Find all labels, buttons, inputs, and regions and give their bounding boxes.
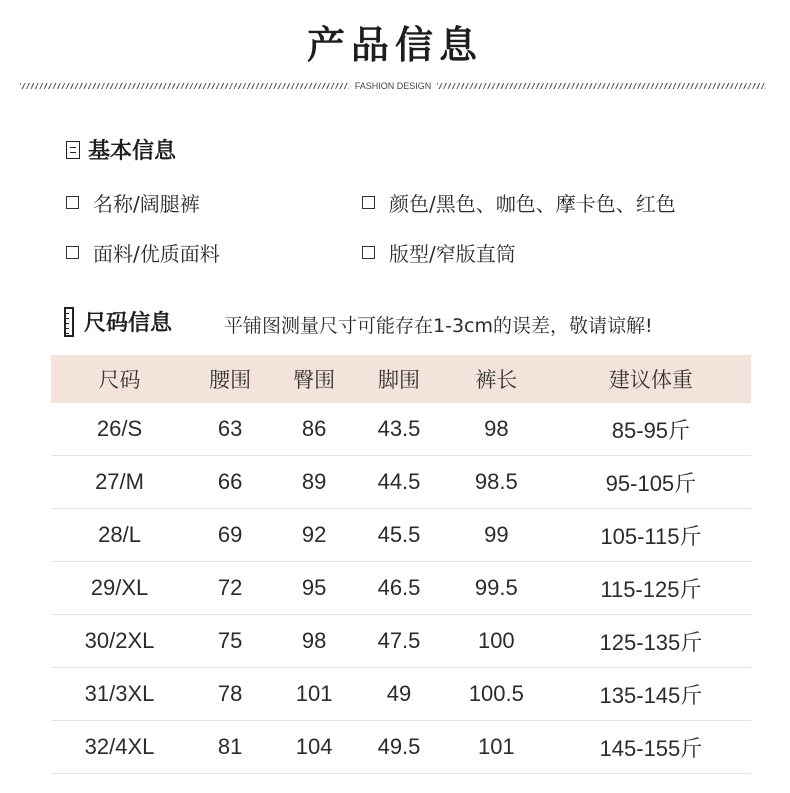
table-cell: 49 — [356, 668, 442, 721]
divider-hatch-right — [437, 83, 766, 89]
info-item-label: 面料/优质面料 — [93, 242, 220, 266]
table-header-row — [51, 355, 751, 403]
table-cell: 49.5 — [356, 721, 442, 774]
checkbox-icon — [66, 196, 79, 209]
info-item-label: 名称/阔腿裤 — [93, 192, 200, 216]
table-cell: 92 — [272, 509, 356, 562]
table-cell: 69 — [188, 509, 272, 562]
table-row — [51, 668, 751, 721]
table-cell: 32/4XL — [51, 721, 188, 774]
table-cell: 43.5 — [356, 403, 442, 456]
table-cell: 26/S — [51, 403, 188, 456]
column-header: 臀围 — [272, 355, 356, 403]
info-item-label: 颜色/黑色、咖色、摩卡色、红色 — [389, 192, 676, 216]
checkbox-icon — [362, 246, 375, 259]
table-row — [51, 456, 751, 509]
table-cell: 30/2XL — [51, 615, 188, 668]
table-cell: 44.5 — [356, 456, 442, 509]
table-cell: 99 — [442, 509, 551, 562]
table-row — [51, 721, 751, 774]
table-cell: 99.5 — [442, 562, 551, 615]
table-cell: 95-105斤 — [551, 456, 751, 509]
table-cell: 63 — [188, 403, 272, 456]
column-header: 建议体重 — [551, 355, 751, 403]
table-cell: 85-95斤 — [551, 403, 751, 456]
checkbox-icon — [66, 246, 79, 259]
info-item-color — [362, 188, 676, 217]
measurement-note: 平铺图测量尺寸可能存在1-3cm的误差，敬请谅解! — [224, 315, 653, 337]
basic-info-title: 基本信息 — [88, 139, 177, 164]
divider-label: FASHION DESIGN — [354, 81, 432, 91]
table-cell: 86 — [272, 403, 356, 456]
table-cell: 66 — [188, 456, 272, 509]
table-cell: 29/XL — [51, 562, 188, 615]
table-cell: 125-135斤 — [551, 615, 751, 668]
table-cell: 98 — [272, 615, 356, 668]
table-cell: 135-145斤 — [551, 668, 751, 721]
table-row — [51, 509, 751, 562]
info-item-fit — [362, 238, 516, 267]
size-info-title: 尺码信息 — [84, 311, 173, 336]
table-cell: 98 — [442, 403, 551, 456]
table-cell: 28/L — [51, 509, 188, 562]
basic-info-heading — [66, 134, 176, 165]
info-item-fabric — [66, 238, 220, 267]
table-cell: 101 — [272, 668, 356, 721]
table-cell: 27/M — [51, 456, 188, 509]
column-header: 腰围 — [188, 355, 272, 403]
table-cell: 81 — [188, 721, 272, 774]
table-cell: 145-155斤 — [551, 721, 751, 774]
table-cell: 105-115斤 — [551, 509, 751, 562]
ruler-icon — [64, 307, 74, 337]
document-icon — [66, 141, 80, 159]
checkbox-icon — [362, 196, 375, 209]
table-cell: 47.5 — [356, 615, 442, 668]
size-info-heading — [64, 306, 172, 337]
table-row — [51, 562, 751, 615]
table-cell: 89 — [272, 456, 356, 509]
table-cell: 46.5 — [356, 562, 442, 615]
column-header: 裤长 — [442, 355, 551, 403]
table-cell: 72 — [188, 562, 272, 615]
table-cell: 95 — [272, 562, 356, 615]
decorative-divider — [20, 78, 766, 94]
info-item-name — [66, 188, 200, 217]
table-cell: 45.5 — [356, 509, 442, 562]
info-item-label: 版型/窄版直筒 — [389, 242, 516, 266]
table-cell: 75 — [188, 615, 272, 668]
page-title: 产品信息 — [306, 23, 483, 67]
table-cell: 98.5 — [442, 456, 551, 509]
table-row — [51, 403, 751, 456]
table-cell: 100 — [442, 615, 551, 668]
column-header: 尺码 — [51, 355, 188, 403]
table-cell: 115-125斤 — [551, 562, 751, 615]
size-table — [51, 355, 751, 774]
divider-hatch-left — [20, 83, 349, 89]
table-cell: 78 — [188, 668, 272, 721]
table-cell: 100.5 — [442, 668, 551, 721]
table-cell: 101 — [442, 721, 551, 774]
table-cell: 104 — [272, 721, 356, 774]
table-cell: 31/3XL — [51, 668, 188, 721]
column-header: 脚围 — [356, 355, 442, 403]
table-row — [51, 615, 751, 668]
